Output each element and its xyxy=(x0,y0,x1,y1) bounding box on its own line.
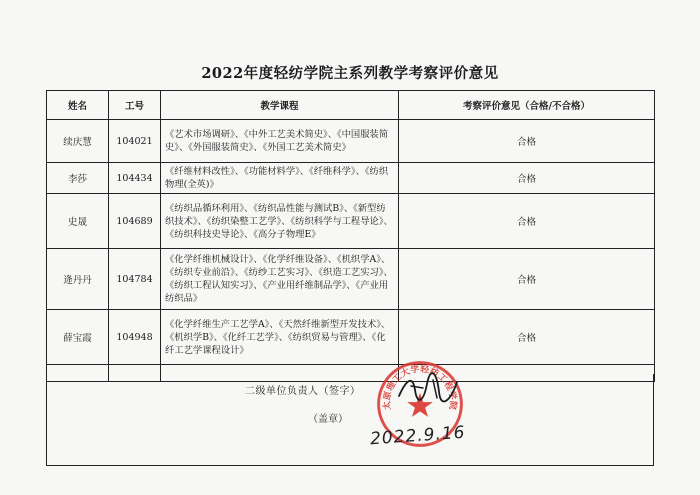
table-row xyxy=(47,194,655,249)
seal-text: 太原理工大学轻纺工程学院 xyxy=(382,364,458,411)
cell-result: 合格 xyxy=(399,310,655,365)
seal-label: （盖章） xyxy=(308,414,348,425)
cell-result: 合格 xyxy=(399,120,655,163)
cell-name: 薛宝霞 xyxy=(47,310,109,365)
cell-courses: 《艺术市场调研》、《中外工艺美术简史》、《中国服装简史》、《外国服装简史》、《外国工艺美术简史》 xyxy=(161,120,399,163)
cell-name: 续庆慧 xyxy=(47,120,109,163)
document-title: 2022年度轻纺学院主系列教学考察评价意见 xyxy=(201,65,499,82)
evaluation-table xyxy=(46,90,655,382)
table-header-row xyxy=(47,91,655,120)
handwritten-date: 2022.9.16 xyxy=(369,422,467,450)
cell-courses: 《化学纤维生产工艺学A》、《天然纤维新型开发技术》、《机织学B》、《化纤工艺学》、《纺织贸易与管理》、《化纤工艺学课程设计》 xyxy=(161,310,399,365)
header-id: 工号 xyxy=(109,91,161,120)
table-row xyxy=(47,120,655,163)
table-row xyxy=(47,163,655,194)
table-row xyxy=(47,249,655,310)
cell-courses: 《纺织品循环利用》、《纺织品性能与测试B》、《新型纺织技术》、《纺织染整工艺学》、《纺织科学与工程导论》、《纺织科技史导论》、《高分子物理E》 xyxy=(161,194,399,249)
cell-id: 104021 xyxy=(109,120,161,163)
cell-result: 合格 xyxy=(399,163,655,194)
handwritten-signature-icon xyxy=(393,370,463,410)
cell-id: 104948 xyxy=(109,310,161,365)
signer-label: 二级单位负责人（签字） xyxy=(245,386,361,397)
header-courses: 教学课程 xyxy=(161,91,399,120)
cell-courses: 《化学纤维机械设计》、《化学纤维设备》、《机织学A》、《纺织专业前沿》、《纺纱工艺实习》、《织造工艺实习》、《纺织工程认知实习》、《产业用纤维制品学》、《产业用纺织品》 xyxy=(161,249,399,310)
cell-id: 104434 xyxy=(109,163,161,194)
cell-name: 逄丹丹 xyxy=(47,249,109,310)
cell-result: 合格 xyxy=(399,194,655,249)
header-name: 姓名 xyxy=(47,91,109,120)
cell-courses: 《纤维材料改性》、《功能材料学》、《纤维科学》、《纺织物理(全英)》 xyxy=(161,163,399,194)
cell-name: 史晟 xyxy=(47,194,109,249)
cell-name: 李莎 xyxy=(47,163,109,194)
header-result: 考察评价意见（合格/不合格） xyxy=(399,91,655,120)
cell-id: 104689 xyxy=(109,194,161,249)
table-row xyxy=(47,310,655,365)
cell-id: 104784 xyxy=(109,249,161,310)
cell-result: 合格 xyxy=(399,249,655,310)
